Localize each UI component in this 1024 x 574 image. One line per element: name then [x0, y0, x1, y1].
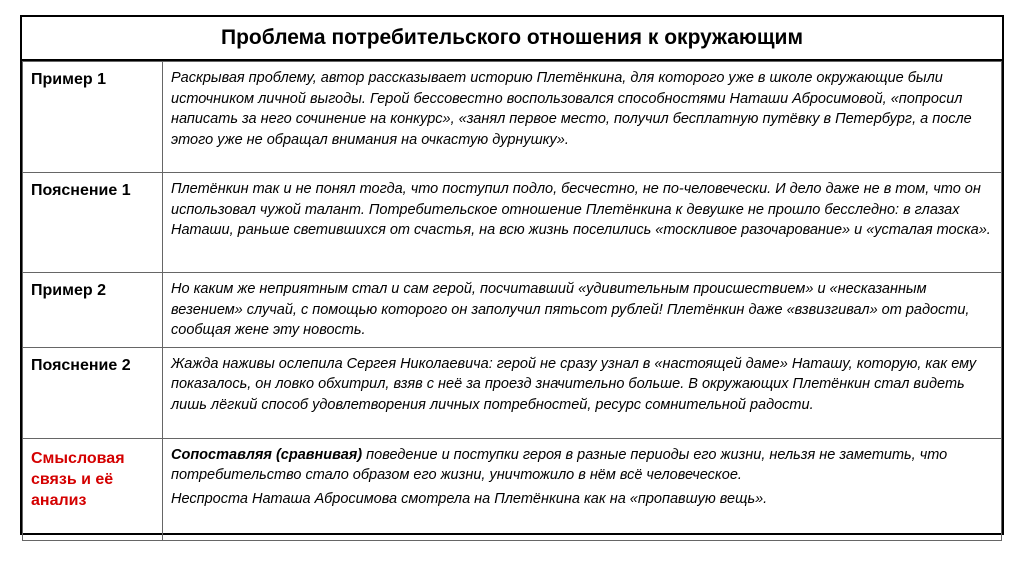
row-text: Раскрывая проблему, автор рассказывает историю Плетёнкина, для которого уже в школе окружающие были источником личной выгоды. Герой бессовестно воспользовался способностями Наташи Абросимовой, «попросил написать за него сочинение на конкурс», «занял первое место, получил бесплатную путёвку в Петербург, а после этого уже не обращал внимания на очкастую дурнушку».: [163, 62, 1002, 173]
table-row-analysis: [23, 438, 1002, 540]
row-label: Пояснение 1: [23, 173, 163, 273]
analysis-conclusion: Неспроста Наташа Абросимова смотрела на Плетёнкина как на «пропавшую вещь».: [171, 490, 768, 507]
row-label: Пример 2: [23, 273, 163, 348]
row-text: Но каким же неприятным стал и сам герой, посчитавший «удивительным происшествием» и «несказанным везением» случай, с помощью которого он заполучил пятьсот рублей! Плетёнкин даже «взвизгивал» от радости, сообщая жене эту новость.: [163, 273, 1002, 348]
table-row: [23, 62, 1002, 173]
analysis-paragraph: [171, 445, 993, 486]
row-label: Пример 1: [23, 62, 163, 173]
row-text: Жажда наживы ослепила Сергея Николаевича: герой не сразу узнал в «настоящей даме» Наташу, которую, как ему показалось, он ловко обхитрил, взяв с неё за проезд значительно больше. В окружающих Плетёнкин стал видеть лишь лёгкий способ удовлетворения личных потребностей, ресурс сомнительной радости.: [163, 347, 1002, 438]
row-text: Плетёнкин так и не понял тогда, что поступил подло, бесчестно, не по-человечески. И дело даже не в том, что он использовал чужой талант. Потребительское отношение Плетёнкина к девушке не прошло бесследно: в глазах Наташи, раньше светившихся от счастья, на всю жизнь поселились «тоскливое разочарование» и «усталая тоска».: [163, 173, 1002, 273]
row-label: Пояснение 2: [23, 347, 163, 438]
slide-table-frame: [20, 15, 1004, 535]
table-row: [23, 173, 1002, 273]
analysis-label: Смысловая связь и её анализ: [23, 438, 163, 540]
analysis-text: [163, 438, 1002, 540]
content-table: [22, 61, 1002, 541]
table-row: [23, 347, 1002, 438]
analysis-highlight: Сопоставляя (сравнивая): [171, 446, 363, 463]
analysis-text-rest: поведение и поступки героя в разные периоды его жизни, нельзя не заметить, что потребительство стало образом его жизни, уничтожило в нём всё человеческое.: [171, 446, 948, 483]
table-title: Проблема потребительского отношения к окружающим: [22, 17, 1002, 61]
table-row: [23, 273, 1002, 348]
